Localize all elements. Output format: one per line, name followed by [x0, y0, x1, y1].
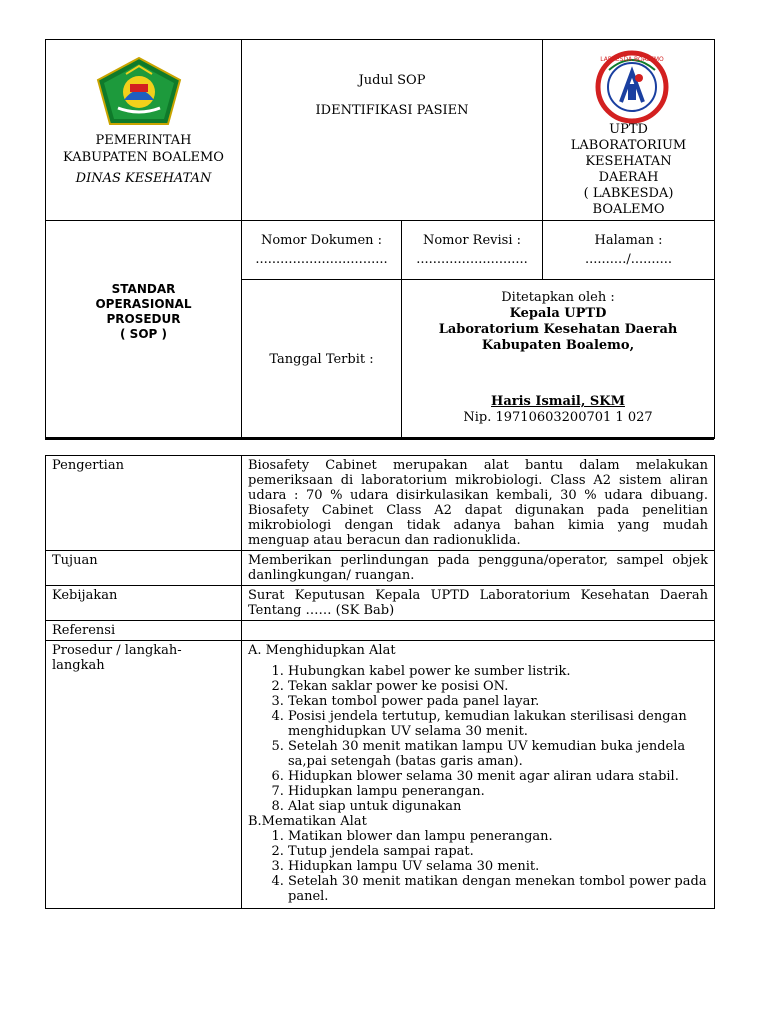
- list-item: 8. Alat siap untuk digunakan: [288, 799, 708, 814]
- sop-title-cell: [242, 40, 543, 221]
- table-row: [46, 551, 715, 586]
- kebijakan-label: Kebijakan: [46, 586, 242, 621]
- kepala-line-2: Laboratorium Kesehatan Daerah: [438, 322, 678, 337]
- kepala-line-3: Kabupaten Boalemo,: [481, 338, 635, 353]
- judul-label: Judul SOP: [358, 73, 426, 88]
- list-item: 1. Matikan blower dan lampu penerangan.: [288, 829, 708, 844]
- list-item: 3. Tekan tombol power pada panel layar.: [288, 694, 708, 709]
- boalemo-regency-emblem-icon: [96, 56, 182, 126]
- section-b-heading: B.Mematikan Alat: [248, 814, 367, 829]
- steps-b-list: [248, 829, 708, 904]
- referensi-text: [242, 621, 715, 641]
- list-item: 5. Setelah 30 menit matikan lampu UV kemudian buka jendela sa,pai setengah (batas garis aman).: [288, 739, 708, 769]
- lab-line-5: ( LABKESDA): [583, 186, 674, 201]
- ditetapkan-label: Ditetapkan oleh :: [501, 290, 615, 305]
- signer-name: Haris Ismail, SKM: [491, 394, 625, 409]
- list-item: 4. Posisi jendela tertutup, kemudian lakukan sterilisasi dengan menghidupkan UV selama 30 menit.: [288, 709, 708, 739]
- gov-line-2: KABUPATEN BOALEMO: [63, 150, 224, 165]
- halaman-cell: [543, 221, 715, 280]
- department-name: DINAS KESEHATAN: [75, 171, 212, 186]
- steps-a-list: [248, 664, 708, 814]
- section-a-heading: A. Menghidupkan Alat: [248, 643, 396, 658]
- pengertian-text: Biosafety Cabinet merupakan alat bantu dalam melakukan pemeriksaan di laboratorium mikrobiologi. Class A2 sistem aliran udara : 70 % udara disirkulasikan kembali, 30 % udara dibuang. Biosafety Cabinet Class A2 dapat digunakan pada penelitian mikrobiologi dengan tidak adanya bahan kimia yang mudah menguap atau beracun dan radionuklida.: [242, 456, 715, 551]
- nomor-revisi-cell: [402, 221, 543, 280]
- list-item: 2. Tutup jendela sampai rapat.: [288, 844, 708, 859]
- nomor-dokumen-value: ................................: [255, 252, 388, 267]
- prosedur-content: [242, 641, 715, 909]
- lab-line-4: DAERAH: [598, 170, 659, 185]
- table-row: [46, 586, 715, 621]
- table-row: [46, 641, 715, 909]
- kebijakan-text: Surat Keputusan Kepala UPTD Laboratorium Kesehatan Daerah Tentang …… (SK Bab): [242, 586, 715, 621]
- gov-line-1: PEMERINTAH: [95, 133, 192, 148]
- sop-label-cell: [46, 221, 242, 439]
- lab-line-3: KESEHATAN: [585, 154, 672, 169]
- tanggal-terbit-cell: [242, 280, 402, 439]
- table-row: [46, 621, 715, 641]
- sop-line-4: ( SOP ): [120, 326, 167, 341]
- labkesda-logo-icon: [595, 50, 669, 124]
- ditetapkan-cell: [402, 280, 715, 439]
- list-item: 7. Hidupkan lampu penerangan.: [288, 784, 708, 799]
- tujuan-text: Memberikan perlindungan pada pengguna/operator, sampel objek danlingkungan/ ruangan.: [242, 551, 715, 586]
- lab-logo-text: LABKESDA BOALEMO: [600, 56, 664, 63]
- nomor-revisi-value: ...........................: [416, 252, 528, 267]
- tujuan-label: Tujuan: [46, 551, 242, 586]
- lab-line-6: BOALEMO: [592, 202, 665, 217]
- sop-header-table: [45, 39, 715, 439]
- tanggal-terbit-label: Tanggal Terbit :: [269, 351, 374, 367]
- list-item: 6. Hidupkan blower selama 30 menit agar aliran udara stabil.: [288, 769, 708, 784]
- list-item: 2. Tekan saklar power ke posisi ON.: [288, 679, 708, 694]
- list-item: 3. Hidupkan lampu UV selama 30 menit.: [288, 859, 708, 874]
- sop-line-1: STANDAR: [111, 281, 176, 296]
- lab-line-1: UPTD: [609, 122, 648, 137]
- nomor-revisi-label: Nomor Revisi :: [422, 233, 522, 248]
- pengertian-label: Pengertian: [46, 456, 242, 551]
- sop-line-2: OPERASIONAL: [95, 296, 192, 311]
- sop-line-3: PROSEDUR: [106, 311, 181, 326]
- judul-value: IDENTIFIKASI PASIEN: [315, 103, 469, 118]
- signer-nip: Nip. 19710603200701 1 027: [463, 410, 653, 425]
- list-item: 1. Hubungkan kabel power ke sumber listrik.: [288, 664, 708, 679]
- halaman-label: Halaman :: [594, 233, 663, 248]
- lab-line-2: LABORATORIUM: [570, 138, 687, 153]
- nomor-dokumen-cell: [242, 221, 402, 280]
- prosedur-label: Prosedur / langkah-langkah: [46, 641, 242, 909]
- referensi-label: Referensi: [46, 621, 242, 641]
- nomor-dokumen-label: Nomor Dokumen :: [260, 233, 383, 248]
- government-cell: [46, 40, 242, 221]
- laboratory-cell: [543, 40, 715, 221]
- sop-content-table: [45, 455, 715, 909]
- kepala-line-1: Kepala UPTD: [509, 306, 607, 321]
- header-bottom-rule: [45, 437, 714, 440]
- list-item: 4. Setelah 30 menit matikan dengan menekan tombol power pada panel.: [288, 874, 708, 904]
- table-row: [46, 456, 715, 551]
- halaman-value: ........../..........: [585, 252, 673, 267]
